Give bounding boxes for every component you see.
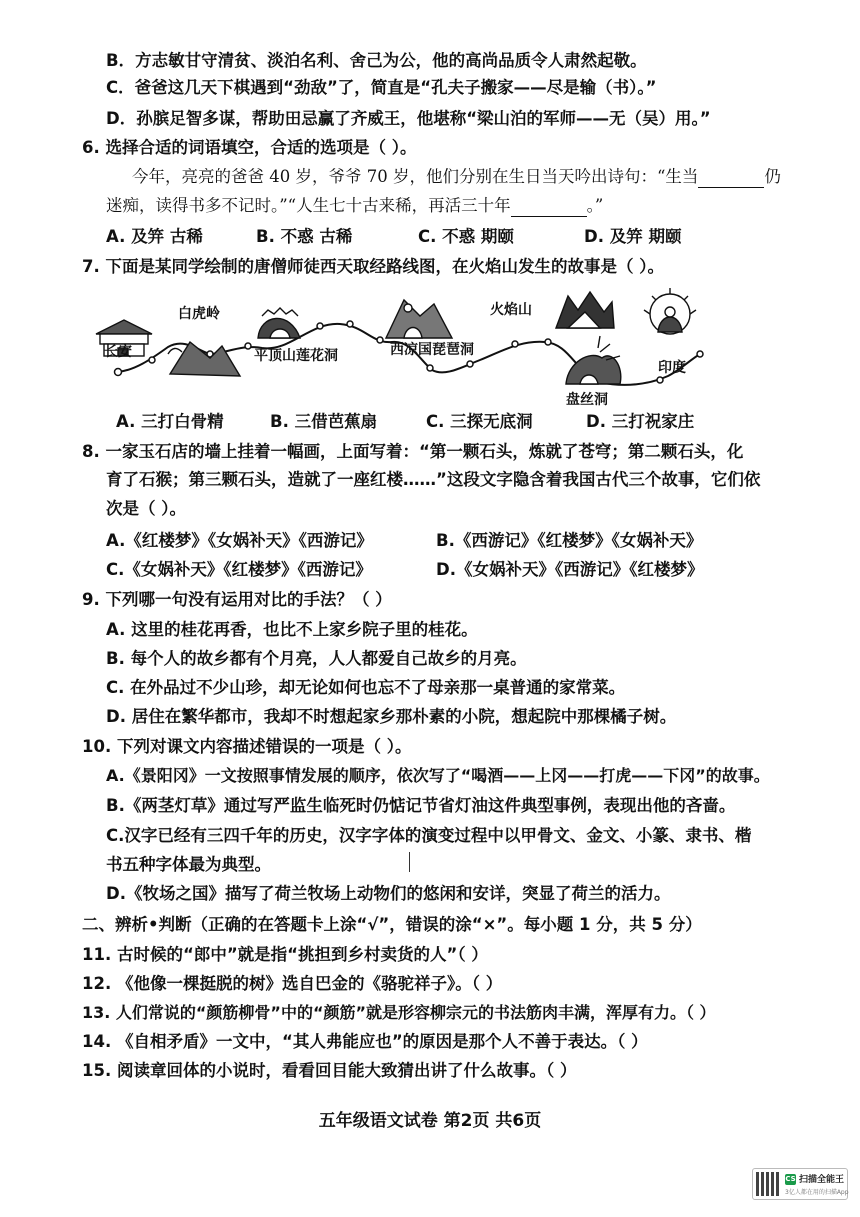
label-huoyanshan: 火焰山: [490, 302, 532, 318]
india-temple-icon: [644, 288, 696, 334]
answer-blank: [698, 169, 764, 188]
q9-option-c: C. 在外品过不少山珍，却无论如何也忘不了母亲那一桌普通的家常菜。: [106, 678, 626, 697]
q9-option-a: A. 这里的桂花再香，也比不上家乡院子里的桂花。: [106, 620, 478, 639]
label-xiliang: 西凉国琵琶洞: [390, 342, 474, 358]
label-changan: 长安: [104, 344, 132, 360]
q10-option-c-line-1: C.汉字已经有三四千年的历史，汉字字体的演变过程中以甲骨文、金文、小篆、隶书、楷: [106, 826, 752, 845]
q8-option-a: A.《红楼梦》《女娲补天》《西游记》: [106, 531, 373, 550]
q10-option-c-line-2: 书五种字体最为典型。: [106, 855, 271, 874]
q10-option-b: B.《两茎灯草》通过写严监生临死时仍惦记节省灯油这件典型事例，表现出他的吝啬。: [106, 796, 736, 815]
q7-option-c: C. 三探无底洞: [426, 412, 533, 431]
q8-option-d: D.《女娲补天》《西游记》《红楼梦》: [436, 560, 704, 579]
q7-option-d: D. 三打祝家庄: [586, 412, 695, 431]
q6-text-b: 迷痴，读得书多不记时。”“人生七十古来稀，再活三十年: [106, 196, 511, 215]
xiliang-cave-icon: [386, 300, 452, 338]
q9-option-b: B. 每个人的故乡都有个月亮，人人都爱自己故乡的月亮。: [106, 649, 527, 668]
q6-option-d: D. 及笄 期颐: [584, 227, 682, 246]
question-10: 10. 下列对课文内容描述错误的一项是（ ）。: [82, 737, 412, 756]
q7-option-b: B. 三借芭蕉扇: [270, 412, 378, 431]
q6-text-a-end: 仍: [764, 167, 781, 186]
label-pansidong: 盘丝洞: [566, 392, 608, 407]
page-footer: 五年级语文试卷 第2页 共6页: [318, 1111, 542, 1131]
q9-option-d: D. 居住在繁华都市，我却不时想起家乡那朴素的小院，想起院中那棵橘子树。: [106, 707, 677, 726]
label-baihuling: 白虎岭: [178, 306, 220, 322]
question-14: 14. 《自相矛盾》一文中，“其人弗能应也”的原因是那个人不善于表达。（ ）: [82, 1032, 648, 1051]
q6-text-a: 今年，亮亮的爸爸 40 岁，爷爷 70 岁，他们分别在生日当天吟出诗句：“生当: [132, 167, 699, 186]
question-8-line-3: 次是（ ）。: [106, 499, 186, 518]
pingdingshan-cave-icon: [258, 308, 300, 338]
white-tiger-ridge-icon: [168, 342, 240, 376]
question-6-text-1: [132, 166, 781, 188]
question-8-line-1: 8. 一家玉石店的墙上挂着一幅画，上面写着：“第一颗石头，炼就了苍穹；第二颗石头，化: [82, 442, 744, 461]
scanner-watermark: [752, 1168, 848, 1200]
q8-option-b: B.《西游记》《红楼梦》《女娲补天》: [436, 531, 703, 550]
question-7: 7. 下面是某同学绘制的唐僧师徒西天取经路线图，在火焰山发生的故事是（ ）。: [82, 257, 664, 276]
question-8-line-2: 育了石猴；第三颗石头，造就了一座红楼……”这段文字隐含着我国古代三个故事，它们依: [106, 470, 761, 489]
answer-blank: [511, 198, 587, 217]
flaming-mountain-icon: [556, 292, 614, 328]
q6-option-c: C. 不惑 期颐: [418, 227, 514, 246]
q6-option-b: B. 不惑 古稀: [256, 227, 353, 246]
q8-option-c: C.《女娲补天》《红楼梦》《西游记》: [106, 560, 372, 579]
scan-mark: [409, 852, 410, 872]
question-15: 15. 阅读章回体的小说时，看看回目能大致猜出讲了什么故事。（ ）: [82, 1061, 577, 1080]
label-yindu: 印度: [658, 360, 686, 376]
q5-option-c: C．爸爸这几天下棋遇到“劲敌”了，简直是“孔夫子搬家——尽是输（书）。”: [106, 78, 657, 97]
q5-option-b: B．方志敏甘守清贫、淡泊名利、舍己为公，他的高尚品质令人肃然起敬。: [106, 51, 647, 70]
q6-option-a: A. 及笄 古稀: [106, 227, 203, 246]
question-12: 12. 《他像一棵挺脱的树》选自巴金的《骆驼祥子》。（ ）: [82, 974, 503, 993]
q6-text-b-end: 。”: [586, 196, 604, 215]
question-6-text-2: [106, 195, 603, 217]
q10-option-a: A.《景阳冈》一文按照事情发展的顺序，依次写了“喝酒——上冈——打虎——下冈”的故事。: [106, 766, 770, 785]
question-11: 11. 古时候的“郎中”就是指“挑担到乡村卖货的人”（ ）: [82, 945, 488, 964]
section-2-heading: 二、辨析•判断（正确的在答题卡上涂“√”，错误的涂“×”。每小题 1 分，共 5 分）: [82, 915, 702, 934]
qr-code-icon: [756, 1172, 780, 1196]
journey-route-map: [0, 282, 860, 407]
q7-option-a: A. 三打白骨精: [116, 412, 224, 431]
q5-option-d: D．孙膑足智多谋，帮助田忌赢了齐威王，他堪称“梁山泊的军师——无（吴）用。”: [106, 109, 711, 128]
scanner-subtitle: 3亿人都在用的扫描App: [785, 1189, 849, 1196]
question-9: 9. 下列哪一句没有运用对比的手法？（ ）: [82, 590, 392, 609]
label-pingdingshan: 平顶山莲花洞: [254, 348, 338, 364]
question-13: 13. 人们常说的“颜筋柳骨”中的“颜筋”就是形容柳宗元的书法筋肉丰满，浑厚有力。（ ）: [82, 1003, 716, 1022]
question-6: 6. 选择合适的词语填空，合适的选项是（ ）。: [82, 138, 417, 157]
q10-option-d: D.《牧场之国》描写了荷兰牧场上动物们的悠闲和安详，突显了荷兰的活力。: [106, 884, 671, 903]
scanner-title: 扫描全能王: [799, 1175, 845, 1185]
camscanner-logo-icon: CS: [785, 1175, 796, 1183]
